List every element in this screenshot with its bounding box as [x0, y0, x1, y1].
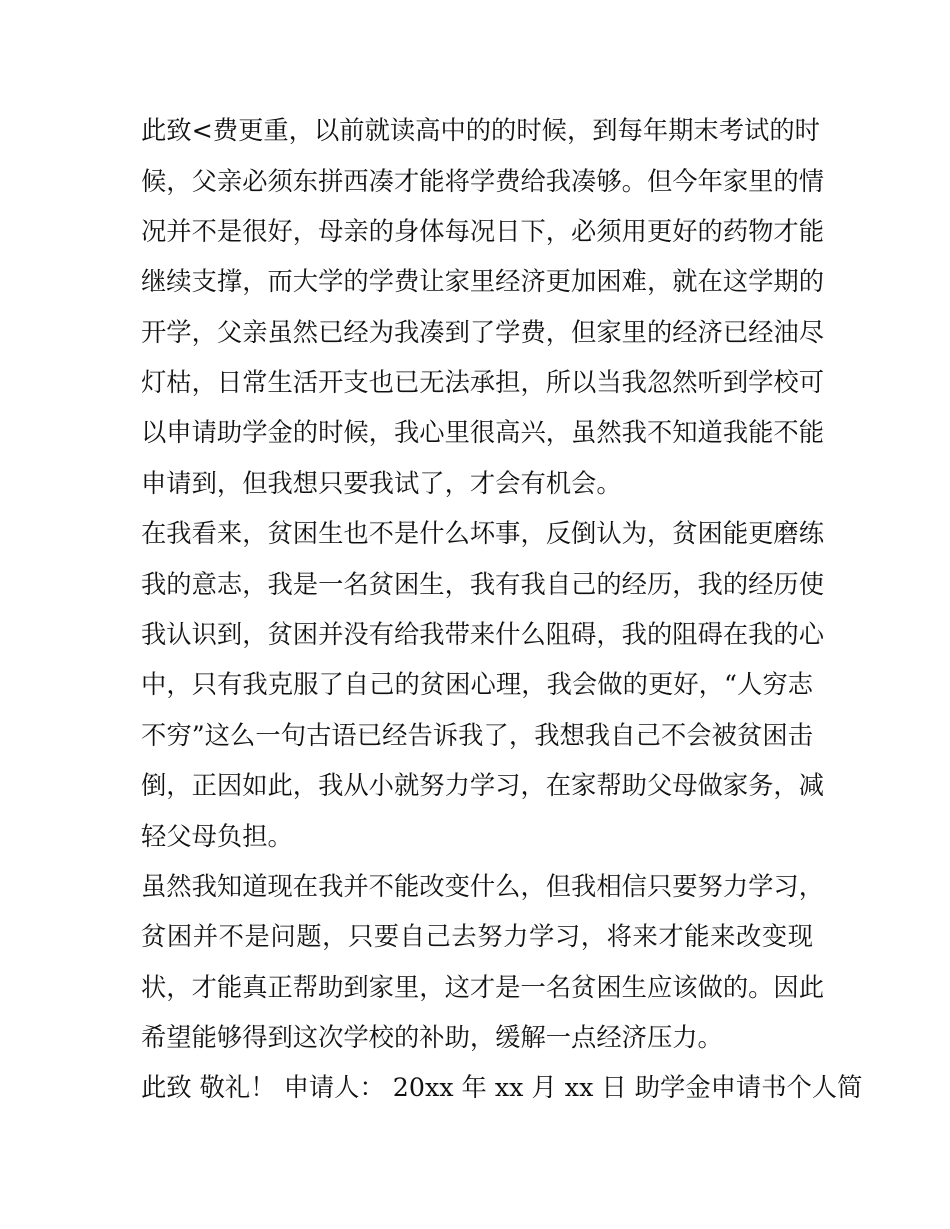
text-line: 希望能够得到这次学校的补助，缓解一点经济压力。 [141, 1023, 723, 1052]
text-line: 状，才能真正帮助到家里，这才是一名贫困生应该做的。因此 [141, 973, 825, 1002]
text-line: 此致 敬礼！ 申请人： 20xx 年 xx 月 xx 日 助学金申请书个人简 [141, 1073, 863, 1102]
text-line: 况并不是很好，母亲的身体每况日下，必须用更好的药物才能 [141, 217, 825, 246]
text-line: 继续支撑，而大学的学费让家里经济更加困难，就在这学期的 [141, 267, 825, 296]
text-line: 中，只有我克服了自己的贫困心理，我会做的更好，“人穷志 [141, 670, 813, 699]
text-line: 轻父母负担。 [141, 822, 293, 851]
text-line: 不穷”这么一句古语已经告诉我了，我想我自己不会被贫困击 [141, 721, 813, 750]
text-line: 候，父亲必须东拼西凑才能将学费给我凑够。但今年家里的情 [141, 167, 825, 196]
text-line: 以申请助学金的时候，我心里很高兴，虽然我不知道我能不能 [141, 418, 825, 447]
text-line: 倒，正因如此，我从小就努力学习，在家帮助父母做家务，减 [141, 771, 825, 800]
text-line: 贫困并不是问题，只要自己去努力学习，将来才能来改变现 [141, 922, 813, 951]
text-line: 开学，父亲虽然已经为我凑到了学费，但家里的经济已经油尽 [141, 318, 825, 347]
text-line: 灯枯，日常生活开支也已无法承担，所以当我忽然听到学校可 [141, 368, 825, 397]
text-line: 我的意志，我是一名贫困生，我有我自己的经历，我的经历使 [141, 570, 825, 599]
text-line: 我认识到，贫困并没有给我带来什么阻碍，我的阻碍在我的心 [141, 620, 825, 649]
text-line: 此致<费更重，以前就读高中的的时候，到每年期末考试的时 [141, 116, 820, 145]
text-line: 虽然我知道现在我并不能改变什么，但我相信只要努力学习， [141, 872, 825, 901]
text-line: 在我看来，贫困生也不是什么坏事，反倒认为，贫困能更磨练 [141, 519, 825, 548]
text-line: 申请到，但我想只要我试了，才会有机会。 [141, 469, 622, 498]
